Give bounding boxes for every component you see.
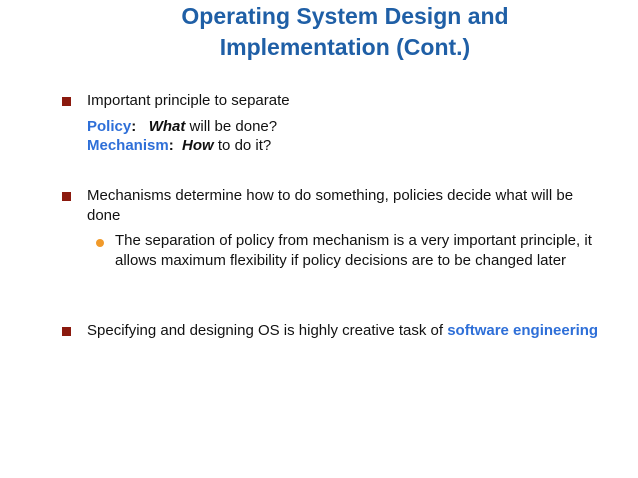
bullet-2-subpoint: The separation of policy from mechanism is a very important principle, it allows maximum flexibility if policy decisions are to be changed later [115,232,592,269]
title-line-2: Implementation (Cont.) [219,34,471,60]
policy-question-rest: will be done? [185,118,278,135]
mechanism-question-word: How [182,137,214,154]
mechanism-question-rest: to do it? [213,137,272,154]
mechanism-label: Mechanism [87,137,169,154]
policy-line [87,117,277,137]
round-bullet-icon [96,239,104,247]
mechanism-line [87,136,271,156]
bullet-3-highlight: software engineering [447,322,599,339]
title-line-1: Operating System Design and [181,3,509,29]
bullet-3-text [87,321,602,341]
policy-question-word: What [148,118,186,135]
policy-label: Policy [87,118,132,135]
bullet-1-text: Important principle to separate [87,92,290,109]
policy-colon: : [131,118,137,135]
square-bullet-icon [62,97,71,106]
square-bullet-icon [62,327,71,336]
slide-title [150,1,540,63]
bullet-3-main-text: Specifying and designing OS is highly creative task of [87,322,448,339]
square-bullet-icon [62,192,71,201]
mechanism-colon: : [168,137,174,154]
bullet-2-text: Mechanisms determine how to do something, policies decide what will be done [87,187,574,224]
